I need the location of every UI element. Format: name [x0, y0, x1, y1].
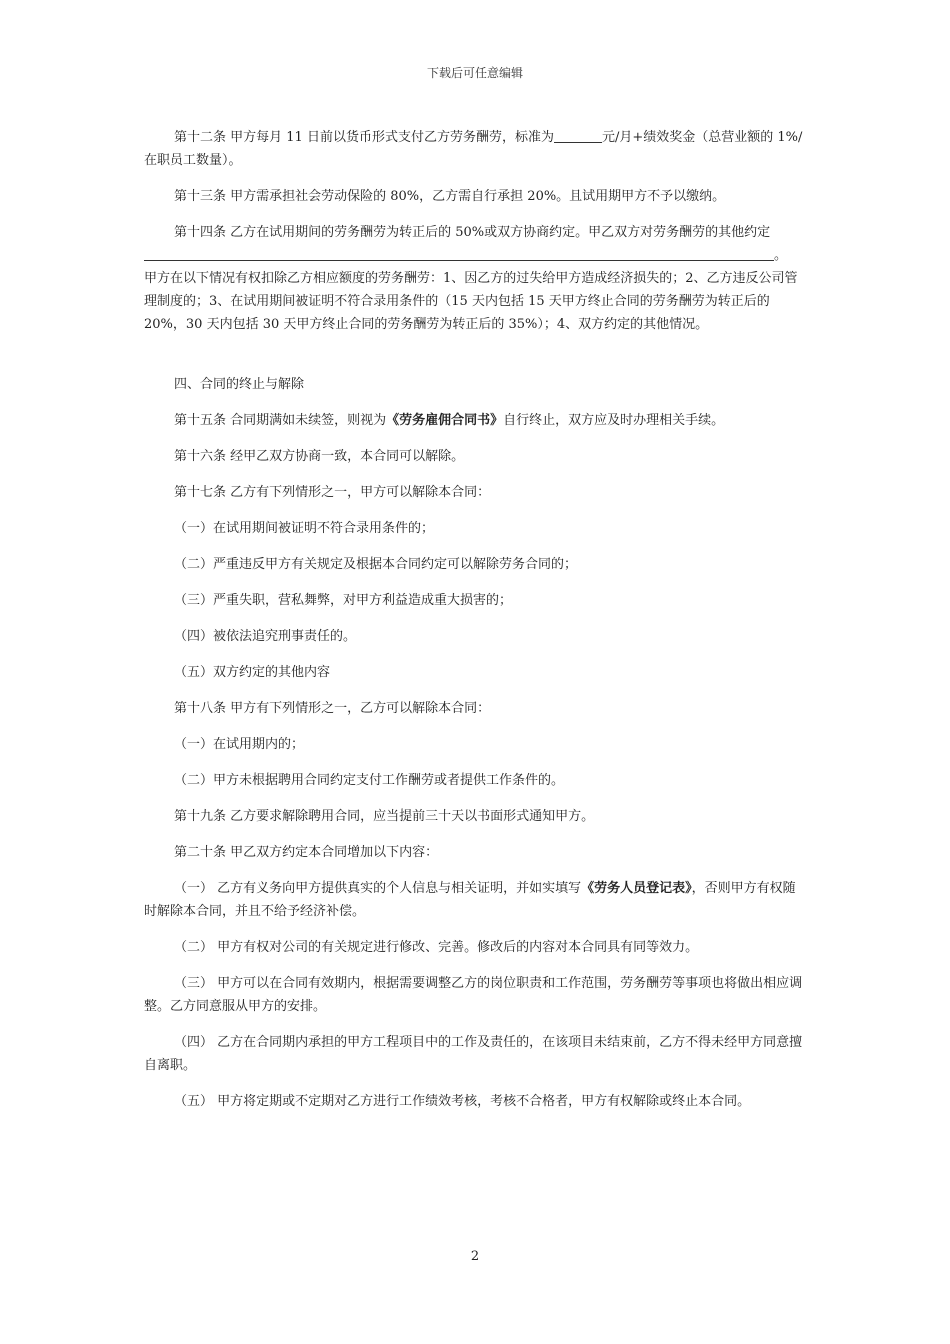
- article-16: 第十六条 经甲乙双方协商一致，本合同可以解除。: [174, 449, 465, 464]
- article-18-item-2: （二）甲方未根据聘用合同约定支付工作酬劳或者提供工作条件的。: [174, 773, 565, 788]
- article-17-item-2: （二）严重违反甲方有关规定及根据本合同约定可以解除劳务合同的；: [174, 557, 578, 572]
- article-19: 第十九条 乙方要求解除聘用合同，应当提前三十天以书面形式通知甲方。: [174, 809, 595, 824]
- article-15-text-b: 自行终止，双方应及时办理相关手续。: [503, 413, 725, 428]
- article-20-form-title: 《劳务人员登记表》: [581, 881, 692, 896]
- article-12: [144, 126, 806, 172]
- page-header: 下载后可任意编辑: [426, 66, 523, 80]
- article-20-item-1: [144, 877, 806, 923]
- article-20-item-2: （二） 甲方有权对公司的有关规定进行修改、完善。修改后的内容对本合同具有同等效力。: [174, 940, 699, 955]
- article-14: [144, 221, 806, 267]
- article-17-item-1: （一）在试用期间被证明不符合录用条件的；: [174, 521, 435, 536]
- article-15: [144, 409, 806, 432]
- page-number: 2: [470, 1249, 480, 1264]
- article-20: 第二十条 甲乙双方约定本合同增加以下内容：: [174, 845, 439, 860]
- article-18: 第十八条 甲方有下列情形之一，乙方可以解除本合同：: [174, 701, 491, 716]
- section-gap: [144, 349, 806, 373]
- article-20-item-3: （三） 甲方可以在合同有效期内，根据需要调整乙方的岗位职责和工作范围，劳务酬劳等事项也将做出相应调整。乙方同意服从甲方的安排。: [144, 976, 803, 1014]
- article-18-item-1: （一）在试用期内的；: [174, 737, 305, 752]
- article-13: 第十三条 甲方需承担社会劳动保险的 80%，乙方需自行承担 20%。且试用期甲方不予以缴纳。: [174, 189, 726, 204]
- article-17-item-4: （四）被依法追究刑事责任的。: [174, 629, 357, 644]
- article-17: 第十七条 乙方有下列情形之一，甲方可以解除本合同：: [174, 485, 491, 500]
- article-14-rest: 甲方在以下情况有权扣除乙方相应额度的劳务酬劳：1、因乙方的过失给甲方造成经济损失的；2、乙方违反公司管理制度的；3、在试用期间被证明不符合录用条件的（15 天内包括 15 天甲方终止合同的劳务酬劳为转正后的 20%，30 天内包括 30 天甲方终止合同的劳务酬劳为转正后的 35%）；4、双方约定的其他情况。: [144, 271, 798, 332]
- article-14-blank: [144, 245, 774, 261]
- article-15-contract-title: 《劳务雇佣合同书》: [386, 413, 504, 428]
- article-12-text-b: 元/月+绩效奖金（总营业额的 1%/在职员工数量）。: [144, 130, 803, 168]
- article-20-item-1-text-b: ，否则甲方有权随时解除本合同，并且不给予经济补偿。: [144, 881, 796, 919]
- document-body: [144, 126, 806, 1126]
- section-4-title: 四、合同的终止与解除: [174, 377, 305, 392]
- article-17-item-3: （三）严重失职，营私舞弊，对甲方利益造成重大损害的；: [174, 593, 513, 608]
- article-12-text-a: 第十二条 甲方每月 11 日前以货币形式支付乙方劳务酬劳，标准为: [174, 130, 554, 145]
- article-17-item-5: （五）双方约定的其他内容: [174, 665, 331, 680]
- article-20-item-5: （五） 甲方将定期或不定期对乙方进行工作绩效考核，考核不合格者，甲方有权解除或终止本合同。: [174, 1094, 751, 1109]
- article-14-end-mark: 。: [774, 248, 788, 263]
- article-14-line1: 第十四条 乙方在试用期间的劳务酬劳为转正后的 50%或双方协商约定。甲乙双方对劳务酬劳的其他约定: [174, 225, 771, 240]
- article-20-item-4: （四） 乙方在合同期内承担的甲方工程项目中的工作及责任的，在该项目未结束前，乙方不得未经甲方同意擅自离职。: [144, 1035, 803, 1073]
- article-12-blank: [554, 127, 602, 143]
- article-15-text-a: 第十五条 合同期满如未续签，则视为: [174, 413, 387, 428]
- article-20-item-1-text-a: （一） 乙方有义务向甲方提供真实的个人信息与相关证明，并如实填写: [174, 881, 582, 896]
